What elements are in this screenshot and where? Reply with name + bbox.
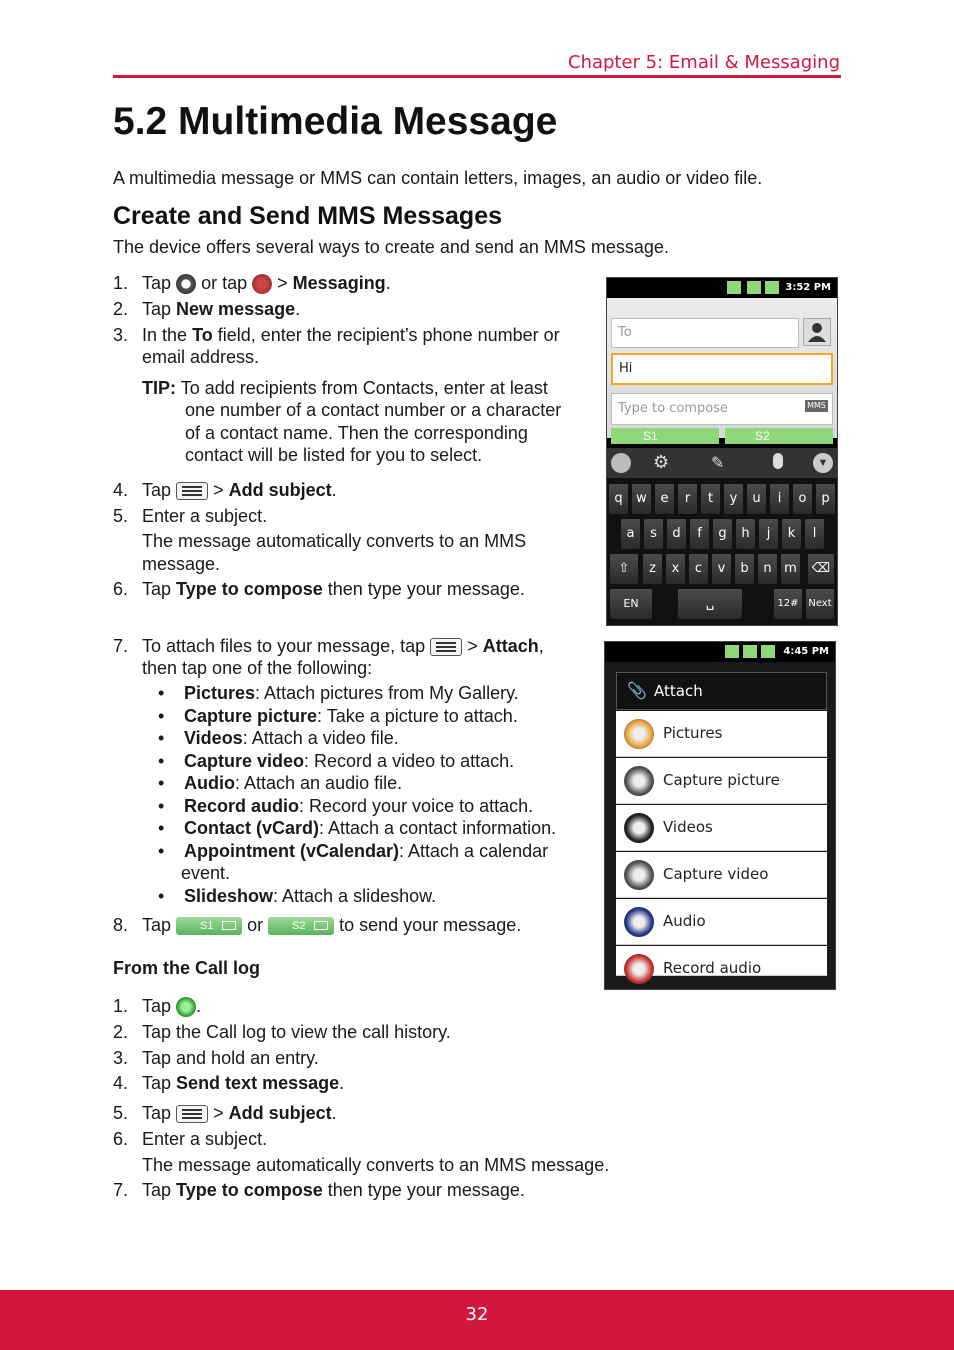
mms-badge: MMS (807, 401, 826, 410)
bullet-marker: • (158, 751, 165, 771)
calllog-step-6: 6. Enter a subject. (113, 1129, 268, 1149)
attach-menu-label: Capture video (663, 865, 769, 883)
status-bar: 4:45 PM (605, 642, 835, 662)
key-f[interactable]: f (689, 518, 710, 550)
attach-option-cont: event. (181, 863, 231, 883)
keyboard (607, 478, 837, 625)
section-heading: Create and Send MMS Messages (113, 202, 503, 230)
key-n[interactable]: n (757, 553, 778, 585)
tip: TIP: To add recipients from Contacts, enter at least (142, 378, 548, 398)
menu-icon (430, 638, 462, 656)
to-field[interactable]: To (611, 318, 799, 348)
key-a[interactable]: a (620, 518, 641, 550)
attach-menu-item[interactable] (616, 805, 827, 851)
compose-field[interactable]: Type to compose MMS (611, 393, 833, 425)
key-k[interactable]: k (781, 518, 802, 550)
chapter-header: Chapter 5: Email & Messaging (568, 52, 840, 73)
attach-dialog-title: 📎 Attach (616, 672, 827, 710)
attach-menu-label: Videos (663, 818, 713, 836)
key-j[interactable]: j (758, 518, 779, 550)
keyboard-toolbar (607, 448, 837, 478)
tip-line: contact will be listed for you to select. (185, 445, 483, 465)
language-key[interactable]: EN (609, 588, 653, 620)
shift-key[interactable]: ⇧ (609, 553, 639, 585)
send-sim1-button[interactable]: S1 (611, 428, 719, 444)
bullet-marker: • (158, 796, 165, 816)
key-i[interactable]: i (769, 483, 790, 515)
key-q[interactable]: q (608, 483, 629, 515)
key-g[interactable]: g (712, 518, 733, 550)
key-c[interactable]: c (688, 553, 709, 585)
key-o[interactable]: o (792, 483, 813, 515)
key-e[interactable]: e (654, 483, 675, 515)
menu-icon (176, 482, 208, 500)
key-x[interactable]: x (665, 553, 686, 585)
bullet-marker: • (158, 886, 165, 906)
calllog-step-5: 5. Tap > Add subject. (113, 1103, 337, 1123)
status-bar: 3:52 PM (607, 278, 837, 298)
attach-menu-label: Capture picture (663, 771, 780, 789)
step-1: 1. Tap or tap > Messaging. (113, 273, 391, 293)
attach-menu-label: Pictures (663, 724, 723, 742)
videos-icon (624, 813, 654, 843)
backspace-key[interactable]: ⌫ (807, 553, 835, 585)
attach-option: Videos: Attach a video file. (184, 728, 399, 748)
attach-menu-item[interactable] (616, 852, 827, 898)
attach-option: Pictures: Attach pictures from My Gallery. (184, 683, 519, 703)
send-sim2-button[interactable]: S2 (725, 428, 833, 444)
space-key[interactable]: ␣ (677, 588, 743, 620)
bullet-marker: • (158, 728, 165, 748)
calllog-step-4: 4. Tap Send text message. (113, 1073, 345, 1093)
menu-icon (176, 1105, 208, 1123)
audio-icon (624, 907, 654, 937)
compose-screenshot (606, 277, 838, 626)
attach-option: Record audio: Record your voice to attach. (184, 796, 534, 816)
symbols-key[interactable]: 12# (773, 588, 803, 620)
step-4: 4. Tap > Add subject. (113, 480, 337, 500)
attach-menu-label: Audio (663, 912, 706, 930)
bullet-marker: • (158, 773, 165, 793)
contact-icon (804, 319, 830, 345)
attach-option: Slideshow: Attach a slideshow. (184, 886, 437, 906)
calllog-step-7: 7. Tap Type to compose then type your message. (113, 1180, 525, 1200)
header-rule (113, 75, 841, 78)
key-w[interactable]: w (631, 483, 652, 515)
capture-picture-icon (624, 766, 654, 796)
key-v[interactable]: v (711, 553, 732, 585)
bullet-marker: • (158, 683, 165, 703)
handwriting-icon[interactable] (611, 453, 631, 473)
attach-menu-item[interactable] (616, 711, 827, 757)
contacts-button[interactable] (803, 318, 831, 346)
step-3: 3. In the To field, enter the recipient’s phone number or (113, 325, 560, 345)
attach-option: Appointment (vCalendar): Attach a calendar (184, 841, 549, 861)
key-t[interactable]: t (700, 483, 721, 515)
step-5-note: message. (142, 554, 221, 574)
page-number: 32 (465, 1304, 489, 1325)
attach-option: Contact (vCard): Attach a contact information. (184, 818, 557, 838)
key-m[interactable]: m (780, 553, 801, 585)
step-5-note: The message automatically converts to an MMS (142, 531, 527, 551)
attach-menu-label: Record audio (663, 959, 762, 977)
key-h[interactable]: h (735, 518, 756, 550)
next-key[interactable]: Next (805, 588, 835, 620)
step-8: 8. Tap S1 or S2 to send your message. (113, 915, 522, 935)
calllog-step-1: 1. Tap . (113, 996, 202, 1016)
calllog-heading: From the Call log (113, 958, 261, 978)
attach-option: Capture video: Record a video to attach. (184, 751, 515, 771)
bullet-marker: • (158, 706, 165, 726)
send-sim1-icon: S1 (176, 917, 242, 935)
tip-line: one number of a contact number or a character (185, 400, 562, 420)
attach-option: Capture picture: Take a picture to attach. (184, 706, 518, 726)
edit-icon[interactable]: ✎ (711, 455, 725, 472)
messaging-app-icon (176, 274, 196, 294)
paperclip-icon: 📎 (627, 683, 647, 700)
phone-app-icon (176, 997, 196, 1017)
attach-menu-item[interactable] (616, 946, 827, 976)
key-r[interactable]: r (677, 483, 698, 515)
key-y[interactable]: y (723, 483, 744, 515)
calllog-step-3: 3. Tap and hold an entry. (113, 1048, 319, 1068)
mic-icon[interactable] (773, 453, 783, 469)
capture-video-icon (624, 860, 654, 890)
attach-menu-item[interactable] (616, 758, 827, 804)
step-5: 5. Enter a subject. (113, 506, 268, 526)
step-7: 7. To attach files to your message, tap > Attach, (113, 636, 544, 656)
step-2: 2. Tap New message. (113, 299, 301, 319)
tip-line: of a contact name. Then the corresponding (185, 423, 528, 443)
key-u[interactable]: u (746, 483, 767, 515)
step-7-cont: then tap one of the following: (142, 658, 373, 678)
pictures-icon (624, 719, 654, 749)
step-6: 6. Tap Type to compose then type your message. (113, 579, 525, 599)
page-title: 5.2 Multimedia Message (113, 100, 558, 143)
intro-text: A multimedia message or MMS can contain letters, images, an audio or video file. (113, 168, 763, 188)
record-audio-icon (624, 954, 654, 984)
send-sim2-icon: S2 (268, 917, 334, 935)
key-l[interactable]: l (804, 518, 825, 550)
attach-menu-item[interactable] (616, 899, 827, 945)
attach-option: Audio: Attach an audio file. (184, 773, 403, 793)
calllog-step-6-note: The message automatically converts to an MMS message. (142, 1155, 610, 1175)
key-z[interactable]: z (642, 553, 663, 585)
section-subtitle: The device offers several ways to create and send an MMS message. (113, 237, 669, 257)
subject-field[interactable]: Hi (611, 353, 833, 385)
step-3-cont: email address. (142, 347, 260, 367)
key-p[interactable]: p (815, 483, 836, 515)
bullet-marker: • (158, 841, 165, 861)
attach-screenshot (604, 641, 836, 990)
key-s[interactable]: s (643, 518, 664, 550)
key-b[interactable]: b (734, 553, 755, 585)
key-d[interactable]: d (666, 518, 687, 550)
collapse-keyboard-icon[interactable]: ▼ (813, 453, 833, 473)
bullet-marker: • (158, 818, 165, 838)
calllog-step-2: 2. Tap the Call log to view the call history. (113, 1022, 451, 1042)
all-apps-icon (252, 274, 272, 294)
settings-icon[interactable]: ⚙ (653, 452, 670, 472)
